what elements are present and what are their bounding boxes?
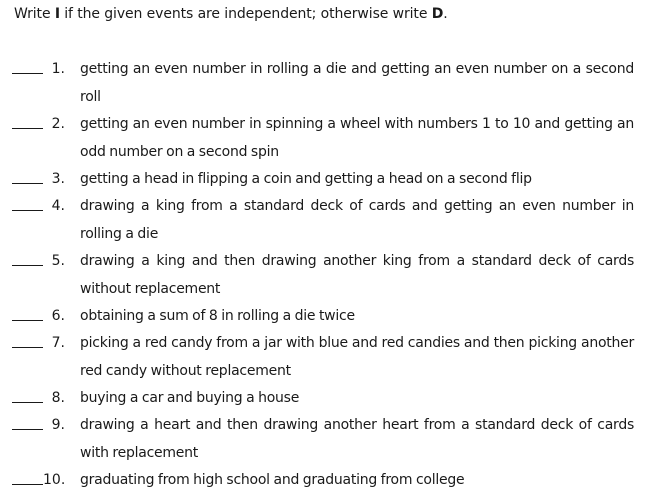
- item-text: obtaining a sum of 8 in rolling a die twice: [80, 308, 355, 324]
- item-text: getting an even number in spinning a wheel with numbers 1 to 10 and getting an odd number on a second spin: [80, 116, 634, 160]
- item-number: 10.: [43, 472, 66, 488]
- item-text: picking a red candy from a jar with blue and red candies and then picking another red candy without replacement: [80, 335, 634, 379]
- item-number: 6.: [51, 308, 65, 324]
- item-number: 3.: [51, 171, 65, 187]
- item-number: 2.: [51, 116, 65, 132]
- answer-blank[interactable]: [12, 484, 43, 485]
- answer-blank[interactable]: [12, 320, 43, 321]
- item-number: 4.: [51, 198, 65, 214]
- answer-blank[interactable]: [12, 73, 43, 74]
- instruction-text: [14, 6, 448, 22]
- answer-blank[interactable]: [12, 402, 43, 403]
- item-text: getting an even number in rolling a die and getting an even number on a second roll: [80, 61, 634, 105]
- answer-blank[interactable]: [12, 429, 43, 430]
- item-number: 5.: [51, 253, 65, 269]
- item-number: 7.: [51, 335, 65, 351]
- answer-blank[interactable]: [12, 347, 43, 348]
- item-number: 9.: [51, 417, 65, 433]
- instruction-middle: if the given events are independent; otherwise write: [59, 6, 432, 22]
- answer-blank[interactable]: [12, 183, 43, 184]
- item-text: getting a head in flipping a coin and getting a head on a second flip: [80, 171, 532, 187]
- item-text: drawing a king and then drawing another king from a standard deck of cards without replacement: [80, 253, 634, 297]
- instruction-prefix: Write: [14, 6, 55, 22]
- answer-blank[interactable]: [12, 265, 43, 266]
- item-number: 1.: [51, 61, 65, 77]
- item-text: buying a car and buying a house: [80, 390, 300, 406]
- answer-blank[interactable]: [12, 128, 43, 129]
- item-text: drawing a king from a standard deck of cards and getting an even number in rolling a die: [80, 198, 634, 242]
- item-text: drawing a heart and then drawing another heart from a standard deck of cards with replacement: [80, 417, 634, 461]
- instruction-suffix: .: [443, 6, 448, 22]
- dependent-letter: D: [431, 6, 444, 22]
- item-number: 8.: [51, 390, 65, 406]
- independent-letter: I: [54, 6, 60, 22]
- item-text: graduating from high school and graduating from college: [80, 472, 465, 488]
- answer-blank[interactable]: [12, 210, 43, 211]
